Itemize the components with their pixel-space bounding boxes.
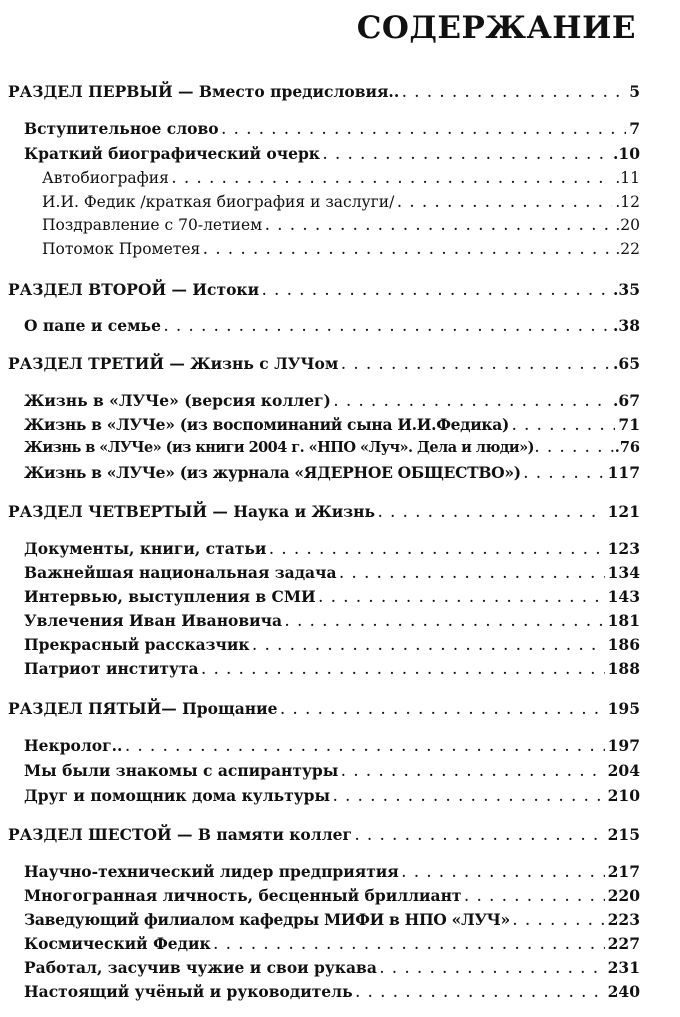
toc-item bbox=[24, 786, 640, 808]
toc-page: 123 bbox=[607, 539, 640, 558]
toc-section bbox=[8, 354, 640, 376]
toc-page: .38 bbox=[613, 316, 640, 335]
toc-label: РАЗДЕЛ ВТОРОЙ — Истоки bbox=[8, 280, 260, 299]
toc-section bbox=[8, 280, 640, 302]
leader-dots bbox=[355, 830, 605, 842]
toc-page: 7 bbox=[629, 119, 640, 138]
toc-item bbox=[24, 316, 640, 338]
toc-label: Жизнь в «ЛУЧе» (из журнала «ЯДЕРНОЕ ОБЩЕСТВО») bbox=[24, 463, 521, 482]
toc-page: 117 bbox=[607, 463, 640, 482]
toc-section bbox=[8, 825, 640, 847]
toc-section bbox=[8, 502, 640, 524]
toc-label: Жизнь в «ЛУЧе» (из воспоминаний сына И.И.Федика) bbox=[24, 415, 510, 434]
toc-page: 240 bbox=[607, 982, 640, 1001]
leader-dots bbox=[333, 791, 605, 803]
toc-subitem bbox=[42, 169, 640, 191]
toc-label: Научно-технический лидер предприятия bbox=[24, 862, 399, 881]
leader-dots bbox=[512, 420, 615, 432]
toc-label: О папе и семье bbox=[24, 316, 161, 335]
toc-page: 217 bbox=[607, 862, 640, 881]
leader-dots bbox=[172, 173, 612, 185]
leader-dots bbox=[319, 592, 605, 604]
toc-page: 71 bbox=[618, 415, 640, 434]
toc-item bbox=[24, 886, 640, 908]
leader-dots bbox=[341, 359, 610, 371]
leader-dots bbox=[265, 220, 612, 232]
toc-label: Многогранная личность, бесценный бриллиант bbox=[24, 886, 462, 905]
toc-page: 195 bbox=[607, 699, 640, 718]
toc-label: Жизнь в «ЛУЧе» (из книги 2004 г. «НПО «Луч». Дела и люди») bbox=[24, 439, 534, 456]
toc-item bbox=[24, 736, 640, 758]
leader-dots bbox=[465, 891, 605, 903]
toc-section bbox=[8, 82, 640, 104]
toc-item bbox=[24, 463, 640, 485]
toc-label: Автобиография bbox=[42, 169, 169, 187]
leader-dots bbox=[269, 544, 604, 556]
toc-page: 5 bbox=[629, 82, 640, 101]
leader-dots bbox=[281, 704, 605, 716]
toc-page: .65 bbox=[613, 354, 640, 373]
toc-page: 220 bbox=[607, 886, 640, 905]
leader-dots bbox=[356, 987, 605, 999]
toc-page: 143 bbox=[607, 587, 640, 606]
leader-dots bbox=[397, 197, 612, 209]
toc-label: Потомок Прометея bbox=[42, 240, 201, 258]
leader-dots bbox=[202, 664, 605, 676]
toc-page: 121 bbox=[607, 502, 640, 521]
toc-label: Поздравление с 70-летием bbox=[42, 216, 263, 234]
leader-dots bbox=[378, 507, 605, 519]
toc-page: 215 bbox=[607, 825, 640, 844]
toc-item bbox=[24, 587, 640, 609]
toc-item bbox=[24, 391, 640, 413]
toc-page: 134 bbox=[607, 563, 640, 582]
toc-label: Документы, книги, статьи bbox=[24, 539, 267, 558]
toc-page: 204 bbox=[607, 761, 640, 780]
toc-page: 188 bbox=[607, 659, 640, 678]
toc-item bbox=[24, 982, 640, 1004]
toc-label: Краткий биографический очерк bbox=[24, 144, 320, 163]
leader-dots bbox=[402, 87, 626, 99]
toc-section bbox=[8, 699, 640, 721]
toc-label: Настоящий учёный и руководитель bbox=[24, 982, 353, 1001]
leader-dots bbox=[164, 321, 610, 333]
toc-page: .20 bbox=[615, 216, 640, 234]
toc-label: Друг и помощник дома культуры bbox=[24, 786, 331, 805]
leader-dots bbox=[222, 124, 627, 136]
toc-item bbox=[24, 761, 640, 783]
toc-label: Патриот института bbox=[24, 659, 199, 678]
toc-label: РАЗДЕЛ ПЯТЫЙ— Прощание bbox=[8, 699, 278, 718]
toc-item bbox=[24, 539, 640, 561]
toc-item bbox=[24, 439, 640, 461]
toc-subitem bbox=[42, 193, 640, 215]
toc-page: .22 bbox=[615, 240, 640, 258]
toc-page: .76 bbox=[614, 439, 640, 456]
leader-dots bbox=[535, 442, 614, 454]
toc-subitem bbox=[42, 240, 640, 262]
leader-dots bbox=[524, 468, 605, 480]
leader-dots bbox=[341, 766, 604, 778]
toc-page: 223 bbox=[607, 910, 640, 929]
leader-dots bbox=[214, 939, 605, 951]
leader-dots bbox=[380, 963, 605, 975]
toc-page: 181 bbox=[607, 611, 640, 630]
toc-label: Космический Федик bbox=[24, 934, 211, 953]
toc-item bbox=[24, 611, 640, 633]
toc-label: Работал, засучив чужие и свои рукава bbox=[24, 958, 377, 977]
toc-subitem bbox=[42, 216, 640, 238]
toc-page: 231 bbox=[607, 958, 640, 977]
toc-page: .12 bbox=[615, 193, 640, 211]
toc-item bbox=[24, 144, 640, 166]
leader-dots bbox=[340, 568, 605, 580]
toc-label: РАЗДЕЛ ЧЕТВЕРТЫЙ — Наука и Жизнь bbox=[8, 502, 376, 521]
toc-label: И.И. Федик /краткая биография и заслуги/ bbox=[42, 193, 395, 211]
leader-dots bbox=[334, 396, 610, 408]
toc-page: 186 bbox=[607, 635, 640, 654]
leader-dots bbox=[125, 741, 604, 753]
toc-label: РАЗДЕЛ ТРЕТИЙ — Жизнь с ЛУЧом bbox=[8, 354, 339, 373]
toc-label: Увлечения Иван Ивановича bbox=[24, 611, 283, 630]
leader-dots bbox=[253, 640, 605, 652]
toc-item bbox=[24, 415, 640, 437]
toc-label: Интервью, выступления в СМИ bbox=[24, 587, 316, 606]
leader-dots bbox=[402, 867, 605, 879]
toc-page: 210 bbox=[607, 786, 640, 805]
toc-label: Важнейшая национальная задача bbox=[24, 563, 337, 582]
toc-page: .11 bbox=[615, 169, 640, 187]
toc-item bbox=[24, 910, 640, 932]
toc-page: .35 bbox=[613, 280, 640, 299]
leader-dots bbox=[285, 616, 605, 628]
toc-label: Заведующий филиалом кафедры МИФИ в НПО «ЛУЧ» bbox=[24, 910, 510, 929]
leader-dots bbox=[513, 915, 605, 927]
toc-page: 227 bbox=[607, 934, 640, 953]
toc-item bbox=[24, 563, 640, 585]
toc-label: Жизнь в «ЛУЧе» (версия коллег) bbox=[24, 391, 331, 410]
toc-page: 197 bbox=[607, 736, 640, 755]
toc-label: Некролог.. bbox=[24, 736, 123, 755]
toc-label: Мы были знакомы с аспирантуры bbox=[24, 761, 339, 780]
toc-label: РАЗДЕЛ ПЕРВЫЙ — Вместо предисловия.. bbox=[8, 82, 400, 101]
leader-dots bbox=[323, 149, 610, 161]
toc-label: РАЗДЕЛ ШЕСТОЙ — В памяти коллег bbox=[8, 825, 352, 844]
toc-label: Вступительное слово bbox=[24, 119, 219, 138]
toc-item bbox=[24, 862, 640, 884]
toc-item bbox=[24, 635, 640, 657]
leader-dots bbox=[203, 244, 612, 256]
toc-page: .10 bbox=[613, 144, 640, 163]
toc-page: .67 bbox=[613, 391, 640, 410]
leader-dots bbox=[262, 285, 610, 297]
toc-label: Прекрасный рассказчик bbox=[24, 635, 250, 654]
toc-item bbox=[24, 659, 640, 681]
toc-item bbox=[24, 934, 640, 956]
page-title: СОДЕРЖАНИЕ bbox=[356, 10, 636, 46]
toc-item bbox=[24, 119, 640, 141]
toc-item bbox=[24, 958, 640, 980]
